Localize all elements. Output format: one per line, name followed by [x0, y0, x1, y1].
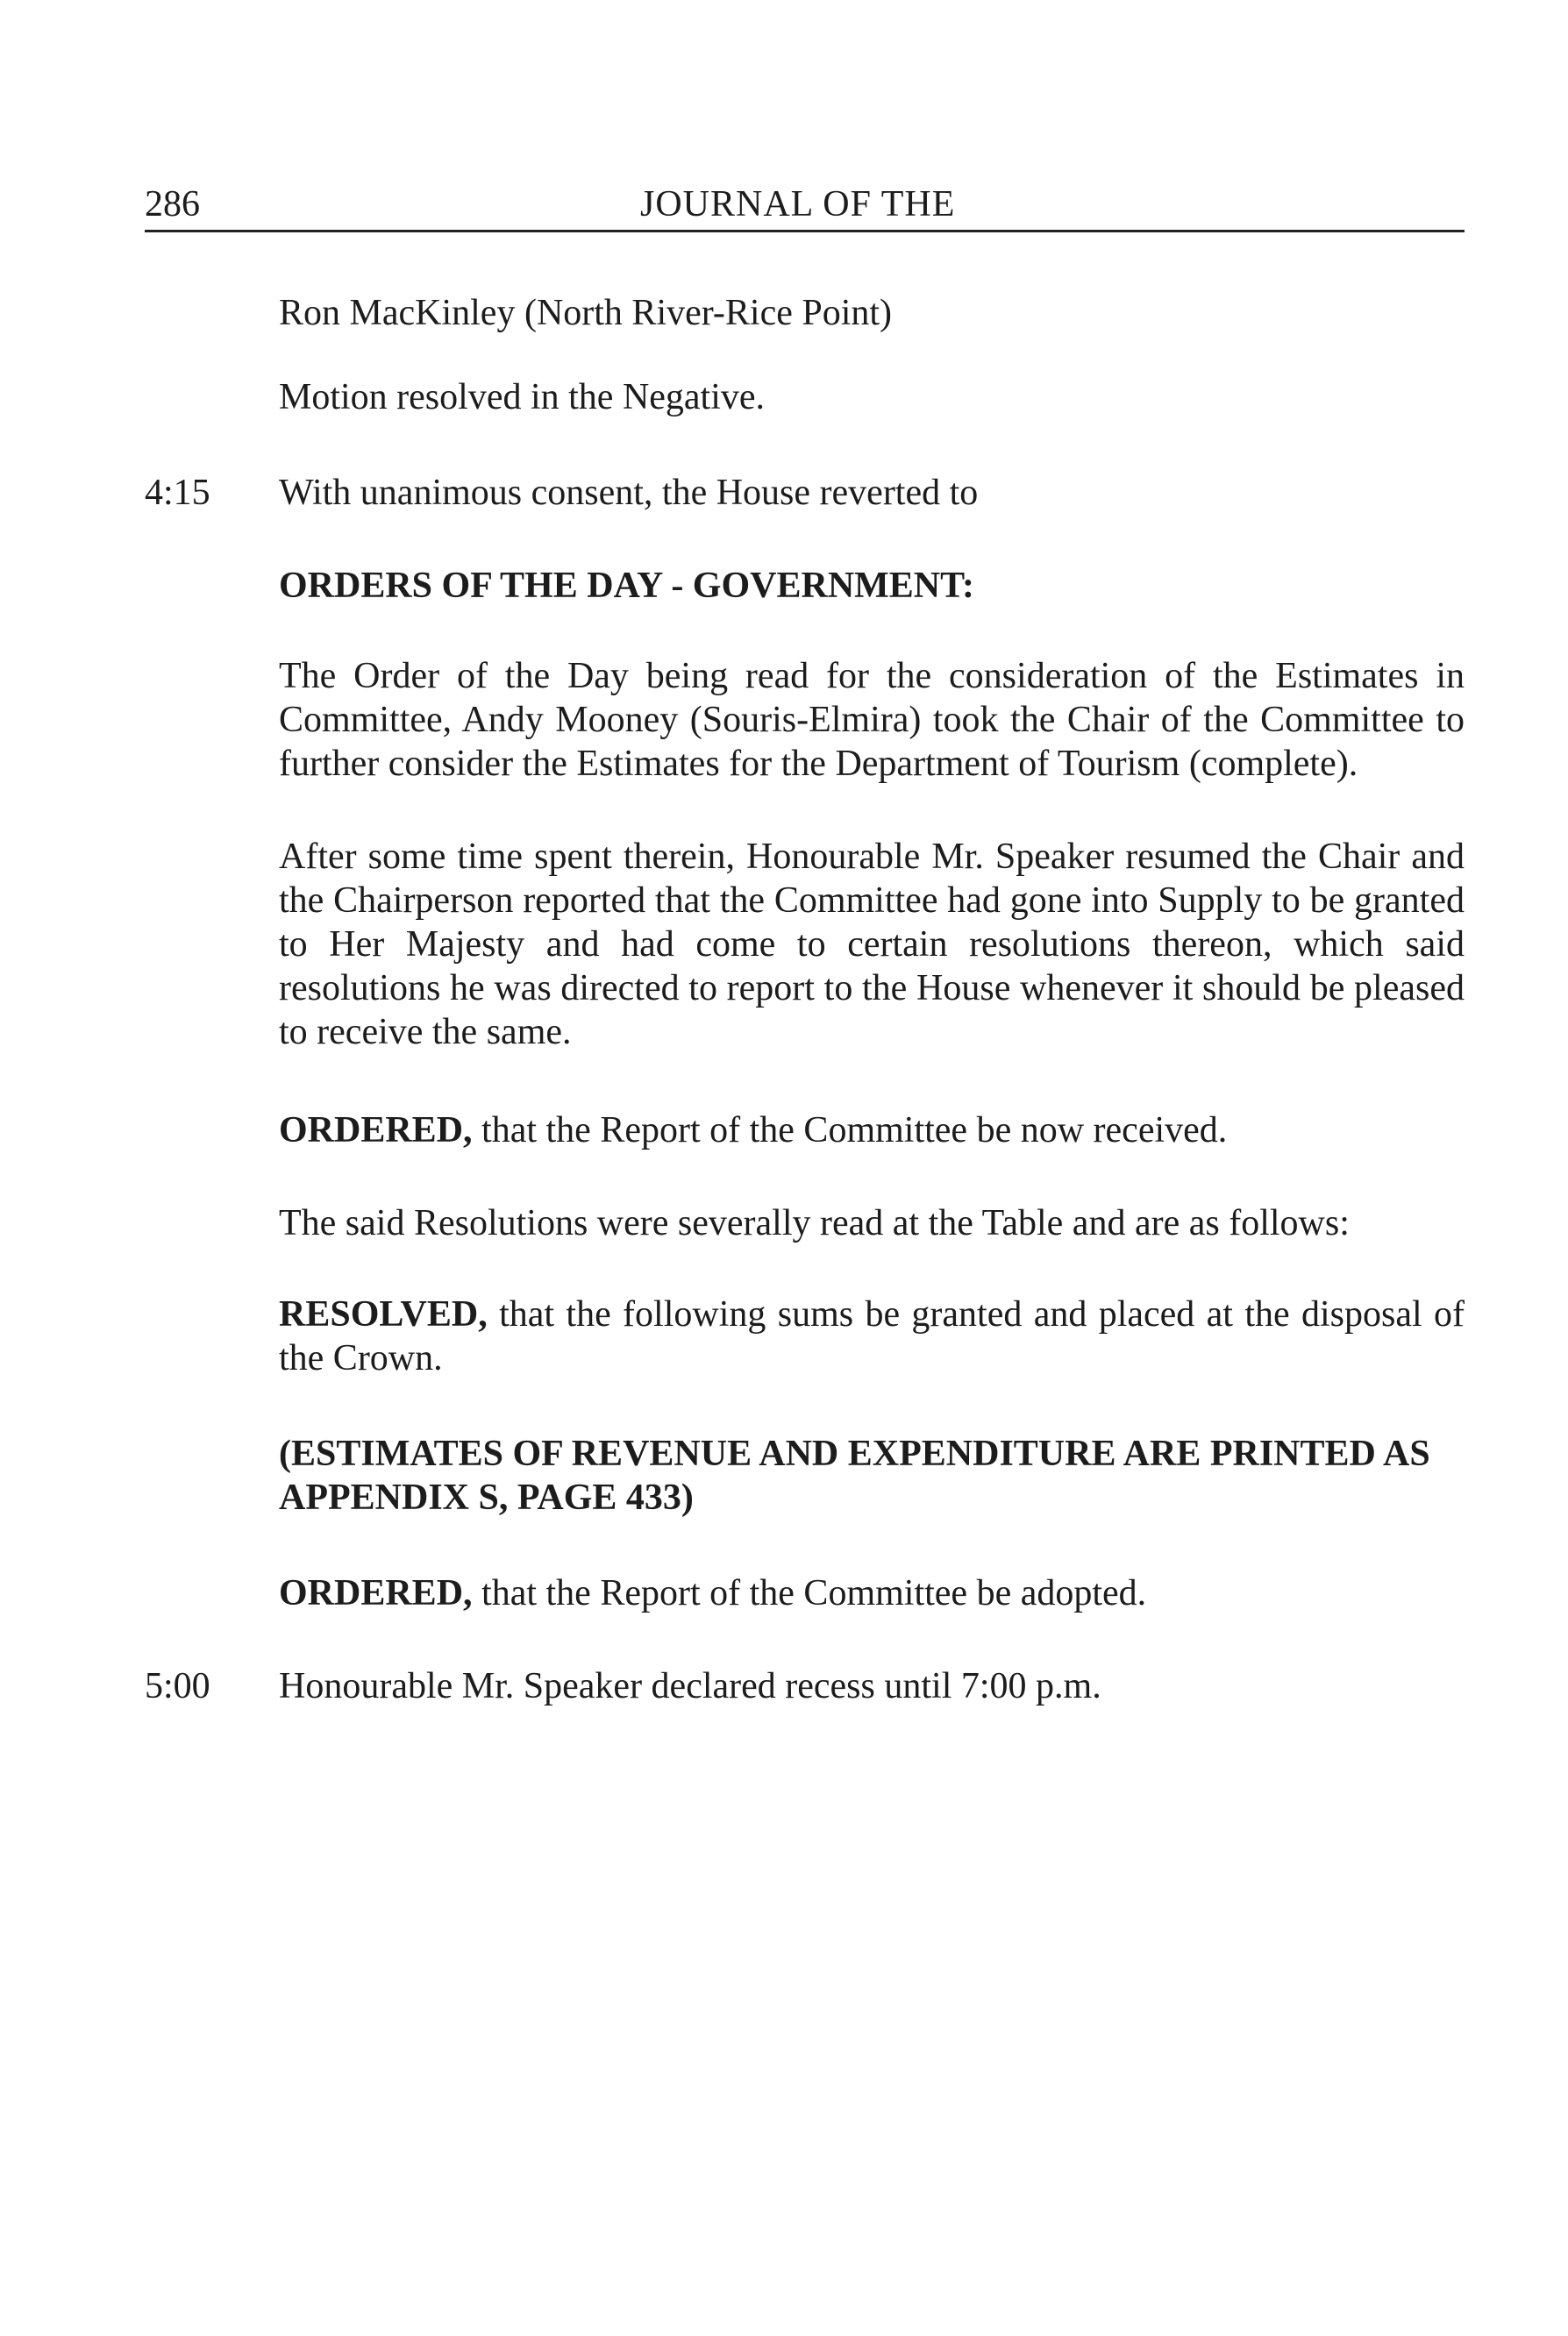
resolved-text: that the following sums be granted and placed at the disposal of the Crown.: [279, 1294, 1465, 1378]
header-rule: [145, 230, 1465, 232]
order-paragraph: The Order of the Day being read for the consideration of the Estimates in Committee, Andy Mooney (Souris-Elmira) took the Chair of the Committee to further consider the Estimates for the Department of Tourism (complete).: [279, 656, 1465, 784]
estimates-heading: (ESTIMATES OF REVENUE AND EXPENDITURE ARE PRINTED AS APPENDIX S, PAGE 433): [279, 1434, 1430, 1518]
ordered-adopted-text: that the Report of the Committee be adopted.: [472, 1573, 1147, 1613]
page-number: 286: [145, 184, 200, 224]
reverted-line: With unanimous consent, the House reverted to: [279, 473, 979, 513]
ordered-adopted: [279, 1571, 1465, 1615]
member-line: Ron MacKinley (North River-Rice Point): [279, 293, 893, 333]
report-paragraph: After some time spent therein, Honourable Mr. Speaker resumed the Chair and the Chairperson reported that the Committee had gone into Supply to be granted to Her Majesty and had come to certain resolutions thereon, which said resolutions he was directed to report to the House whenever it should be pleased to receive the same.: [279, 837, 1465, 1052]
ordered-received-text: that the Report of the Committee be now received.: [472, 1110, 1228, 1150]
ordered-label: ORDERED,: [279, 1573, 473, 1613]
motion-result: Motion resolved in the Negative.: [279, 377, 766, 417]
time-stamp-500: 5:00: [145, 1666, 210, 1706]
resolutions-read: The said Resolutions were severally read at the Table and are as follows:: [279, 1203, 1350, 1243]
orders-heading: ORDERS OF THE DAY - GOVERNMENT:: [279, 566, 975, 606]
ordered-received: [279, 1108, 1465, 1152]
ordered-label: ORDERED,: [279, 1110, 473, 1150]
recess-line: Honourable Mr. Speaker declared recess until 7:00 p.m.: [279, 1666, 1101, 1706]
resolved-paragraph: [279, 1293, 1465, 1380]
page-header: [145, 180, 1465, 229]
resolved-label: RESOLVED,: [279, 1294, 488, 1335]
time-stamp-415: 4:15: [145, 473, 210, 513]
running-head: JOURNAL OF THE: [640, 184, 956, 224]
